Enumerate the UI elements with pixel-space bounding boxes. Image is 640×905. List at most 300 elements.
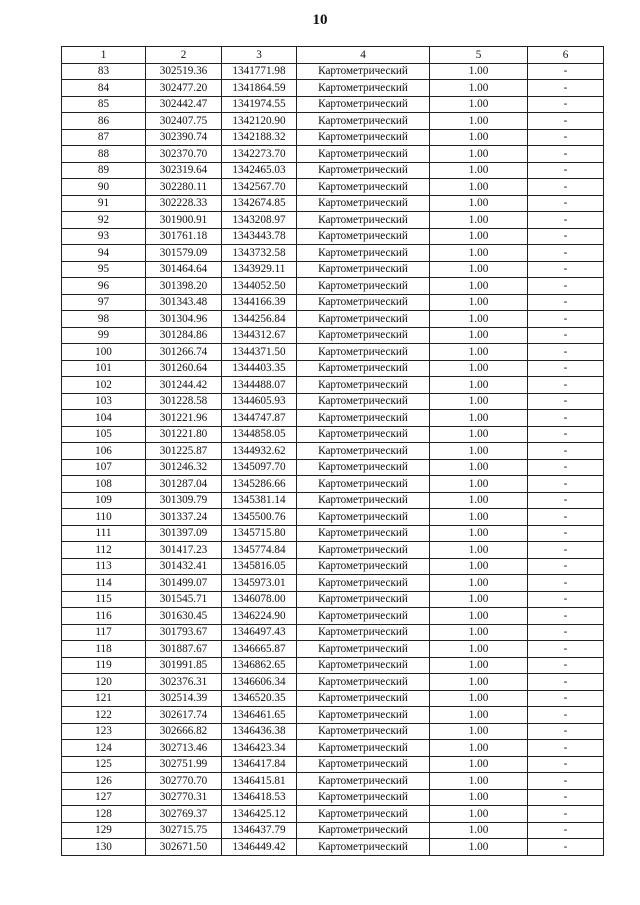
table-row: [62, 740, 604, 757]
x-coordinate-cell: 302519.36: [146, 63, 222, 80]
accuracy-cell: 1.00: [430, 113, 528, 130]
note-cell: -: [528, 492, 604, 509]
method-cell: Картометрический: [297, 113, 430, 130]
accuracy-cell: 1.00: [430, 756, 528, 773]
table-row: [62, 459, 604, 476]
note-cell: -: [528, 129, 604, 146]
point-number-cell: 121: [62, 690, 146, 707]
method-cell: Картометрический: [297, 575, 430, 592]
method-cell: Картометрический: [297, 179, 430, 196]
column-header: 3: [222, 47, 297, 64]
note-cell: -: [528, 806, 604, 823]
y-coordinate-cell: 1346461.65: [222, 707, 297, 724]
point-number-cell: 102: [62, 377, 146, 394]
x-coordinate-cell: 302769.37: [146, 806, 222, 823]
x-coordinate-cell: 302715.75: [146, 822, 222, 839]
note-cell: -: [528, 261, 604, 278]
note-cell: -: [528, 657, 604, 674]
accuracy-cell: 1.00: [430, 492, 528, 509]
note-cell: -: [528, 624, 604, 641]
y-coordinate-cell: 1344166.39: [222, 294, 297, 311]
point-number-cell: 127: [62, 789, 146, 806]
accuracy-cell: 1.00: [430, 162, 528, 179]
note-cell: -: [528, 674, 604, 691]
x-coordinate-cell: 302228.33: [146, 195, 222, 212]
accuracy-cell: 1.00: [430, 311, 528, 328]
point-number-cell: 84: [62, 80, 146, 97]
note-cell: -: [528, 377, 604, 394]
y-coordinate-cell: 1345097.70: [222, 459, 297, 476]
table-row: [62, 476, 604, 493]
table-row: [62, 195, 604, 212]
method-cell: Картометрический: [297, 426, 430, 443]
x-coordinate-cell: 301228.58: [146, 393, 222, 410]
accuracy-cell: 1.00: [430, 344, 528, 361]
x-coordinate-cell: 301287.04: [146, 476, 222, 493]
y-coordinate-cell: 1344747.87: [222, 410, 297, 427]
y-coordinate-cell: 1346665.87: [222, 641, 297, 658]
point-number-cell: 94: [62, 245, 146, 262]
accuracy-cell: 1.00: [430, 459, 528, 476]
point-number-cell: 130: [62, 839, 146, 856]
method-cell: Картометрический: [297, 327, 430, 344]
x-coordinate-cell: 302280.11: [146, 179, 222, 196]
x-coordinate-cell: 302617.74: [146, 707, 222, 724]
point-number-cell: 113: [62, 558, 146, 575]
x-coordinate-cell: 301304.96: [146, 311, 222, 328]
method-cell: Картометрический: [297, 195, 430, 212]
y-coordinate-cell: 1346436.38: [222, 723, 297, 740]
method-cell: Картометрический: [297, 674, 430, 691]
x-coordinate-cell: 302770.70: [146, 773, 222, 790]
note-cell: -: [528, 96, 604, 113]
x-coordinate-cell: 301246.32: [146, 459, 222, 476]
y-coordinate-cell: 1342465.03: [222, 162, 297, 179]
accuracy-cell: 1.00: [430, 63, 528, 80]
y-coordinate-cell: 1346425.12: [222, 806, 297, 823]
y-coordinate-cell: 1345381.14: [222, 492, 297, 509]
method-cell: Картометрический: [297, 740, 430, 757]
accuracy-cell: 1.00: [430, 393, 528, 410]
method-cell: Картометрический: [297, 509, 430, 526]
note-cell: -: [528, 162, 604, 179]
point-number-cell: 120: [62, 674, 146, 691]
y-coordinate-cell: 1344371.50: [222, 344, 297, 361]
method-cell: Картометрический: [297, 591, 430, 608]
y-coordinate-cell: 1346423.34: [222, 740, 297, 757]
accuracy-cell: 1.00: [430, 443, 528, 460]
point-number-cell: 119: [62, 657, 146, 674]
x-coordinate-cell: 302370.70: [146, 146, 222, 163]
x-coordinate-cell: 301337.24: [146, 509, 222, 526]
table-row: [62, 558, 604, 575]
table-row: [62, 542, 604, 559]
note-cell: -: [528, 278, 604, 295]
x-coordinate-cell: 301221.80: [146, 426, 222, 443]
accuracy-cell: 1.00: [430, 575, 528, 592]
table-row: [62, 624, 604, 641]
page-number: 10: [312, 12, 328, 28]
accuracy-cell: 1.00: [430, 377, 528, 394]
point-number-cell: 116: [62, 608, 146, 625]
accuracy-cell: 1.00: [430, 690, 528, 707]
accuracy-cell: 1.00: [430, 822, 528, 839]
note-cell: -: [528, 707, 604, 724]
note-cell: -: [528, 608, 604, 625]
method-cell: Картометрический: [297, 756, 430, 773]
note-cell: -: [528, 509, 604, 526]
accuracy-cell: 1.00: [430, 773, 528, 790]
column-header: 4: [297, 47, 430, 64]
point-number-cell: 92: [62, 212, 146, 229]
y-coordinate-cell: 1346078.00: [222, 591, 297, 608]
x-coordinate-cell: 302407.75: [146, 113, 222, 130]
x-coordinate-cell: 301499.07: [146, 575, 222, 592]
point-number-cell: 114: [62, 575, 146, 592]
accuracy-cell: 1.00: [430, 789, 528, 806]
note-cell: -: [528, 591, 604, 608]
point-number-cell: 109: [62, 492, 146, 509]
point-number-cell: 118: [62, 641, 146, 658]
x-coordinate-cell: 301579.09: [146, 245, 222, 262]
table-row: [62, 212, 604, 229]
method-cell: Картометрический: [297, 459, 430, 476]
note-cell: -: [528, 773, 604, 790]
method-cell: Картометрический: [297, 360, 430, 377]
method-cell: Картометрический: [297, 624, 430, 641]
y-coordinate-cell: 1343732.58: [222, 245, 297, 262]
table-row: [62, 525, 604, 542]
accuracy-cell: 1.00: [430, 608, 528, 625]
point-number-cell: 97: [62, 294, 146, 311]
y-coordinate-cell: 1344052.50: [222, 278, 297, 295]
table-row: [62, 839, 604, 856]
x-coordinate-cell: 301991.85: [146, 657, 222, 674]
coordinates-table: [61, 46, 604, 856]
y-coordinate-cell: 1344256.84: [222, 311, 297, 328]
table-row: [62, 426, 604, 443]
point-number-cell: 85: [62, 96, 146, 113]
table-row: [62, 822, 604, 839]
table-row: [62, 723, 604, 740]
x-coordinate-cell: 301266.74: [146, 344, 222, 361]
table-row: [62, 509, 604, 526]
y-coordinate-cell: 1341974.55: [222, 96, 297, 113]
point-number-cell: 110: [62, 509, 146, 526]
point-number-cell: 123: [62, 723, 146, 740]
accuracy-cell: 1.00: [430, 657, 528, 674]
point-number-cell: 126: [62, 773, 146, 790]
point-number-cell: 105: [62, 426, 146, 443]
y-coordinate-cell: 1345286.66: [222, 476, 297, 493]
note-cell: -: [528, 179, 604, 196]
point-number-cell: 106: [62, 443, 146, 460]
note-cell: -: [528, 723, 604, 740]
y-coordinate-cell: 1344605.93: [222, 393, 297, 410]
accuracy-cell: 1.00: [430, 476, 528, 493]
x-coordinate-cell: 302770.31: [146, 789, 222, 806]
note-cell: -: [528, 228, 604, 245]
x-coordinate-cell: 301221.96: [146, 410, 222, 427]
y-coordinate-cell: 1345774.84: [222, 542, 297, 559]
note-cell: -: [528, 756, 604, 773]
method-cell: Картометрический: [297, 608, 430, 625]
note-cell: -: [528, 558, 604, 575]
column-header: 6: [528, 47, 604, 64]
table-row: [62, 360, 604, 377]
note-cell: -: [528, 690, 604, 707]
accuracy-cell: 1.00: [430, 525, 528, 542]
table-row: [62, 80, 604, 97]
note-cell: -: [528, 740, 604, 757]
x-coordinate-cell: 302390.74: [146, 129, 222, 146]
x-coordinate-cell: 301900.91: [146, 212, 222, 229]
y-coordinate-cell: 1342188.32: [222, 129, 297, 146]
y-coordinate-cell: 1346224.90: [222, 608, 297, 625]
x-coordinate-cell: 301398.20: [146, 278, 222, 295]
note-cell: -: [528, 575, 604, 592]
table-row: [62, 410, 604, 427]
point-number-cell: 89: [62, 162, 146, 179]
y-coordinate-cell: 1346606.34: [222, 674, 297, 691]
x-coordinate-cell: 301545.71: [146, 591, 222, 608]
accuracy-cell: 1.00: [430, 426, 528, 443]
method-cell: Картометрический: [297, 839, 430, 856]
point-number-cell: 95: [62, 261, 146, 278]
y-coordinate-cell: 1344403.35: [222, 360, 297, 377]
note-cell: -: [528, 459, 604, 476]
accuracy-cell: 1.00: [430, 179, 528, 196]
accuracy-cell: 1.00: [430, 129, 528, 146]
note-cell: -: [528, 212, 604, 229]
accuracy-cell: 1.00: [430, 80, 528, 97]
x-coordinate-cell: 301761.18: [146, 228, 222, 245]
table-row: [62, 327, 604, 344]
table-row: [62, 162, 604, 179]
method-cell: Картометрический: [297, 377, 430, 394]
method-cell: Картометрический: [297, 80, 430, 97]
note-cell: -: [528, 63, 604, 80]
point-number-cell: 112: [62, 542, 146, 559]
point-number-cell: 111: [62, 525, 146, 542]
point-number-cell: 93: [62, 228, 146, 245]
x-coordinate-cell: 302477.20: [146, 80, 222, 97]
x-coordinate-cell: 301244.42: [146, 377, 222, 394]
note-cell: -: [528, 327, 604, 344]
point-number-cell: 104: [62, 410, 146, 427]
x-coordinate-cell: 301284.86: [146, 327, 222, 344]
point-number-cell: 115: [62, 591, 146, 608]
table-row: [62, 294, 604, 311]
note-cell: -: [528, 426, 604, 443]
table-row: [62, 657, 604, 674]
point-number-cell: 125: [62, 756, 146, 773]
note-cell: -: [528, 410, 604, 427]
method-cell: Картометрический: [297, 393, 430, 410]
accuracy-cell: 1.00: [430, 509, 528, 526]
table-row: [62, 443, 604, 460]
table-row: [62, 278, 604, 295]
table-row: [62, 789, 604, 806]
accuracy-cell: 1.00: [430, 806, 528, 823]
point-number-cell: 88: [62, 146, 146, 163]
point-number-cell: 91: [62, 195, 146, 212]
x-coordinate-cell: 301464.64: [146, 261, 222, 278]
accuracy-cell: 1.00: [430, 327, 528, 344]
table-row: [62, 674, 604, 691]
accuracy-cell: 1.00: [430, 723, 528, 740]
table-row: [62, 311, 604, 328]
table-row: [62, 344, 604, 361]
table-row: [62, 707, 604, 724]
note-cell: -: [528, 245, 604, 262]
x-coordinate-cell: 301417.23: [146, 542, 222, 559]
accuracy-cell: 1.00: [430, 839, 528, 856]
y-coordinate-cell: 1346497.43: [222, 624, 297, 641]
table-row: [62, 179, 604, 196]
method-cell: Картометрический: [297, 641, 430, 658]
y-coordinate-cell: 1345715.80: [222, 525, 297, 542]
note-cell: -: [528, 525, 604, 542]
table-row: [62, 377, 604, 394]
method-cell: Картометрический: [297, 542, 430, 559]
method-cell: Картометрический: [297, 344, 430, 361]
method-cell: Картометрический: [297, 657, 430, 674]
y-coordinate-cell: 1345816.05: [222, 558, 297, 575]
method-cell: Картометрический: [297, 278, 430, 295]
table-row: [62, 756, 604, 773]
table-row: [62, 591, 604, 608]
method-cell: Картометрический: [297, 410, 430, 427]
y-coordinate-cell: 1342674.85: [222, 195, 297, 212]
accuracy-cell: 1.00: [430, 294, 528, 311]
point-number-cell: 86: [62, 113, 146, 130]
y-coordinate-cell: 1344932.62: [222, 443, 297, 460]
note-cell: -: [528, 195, 604, 212]
table-row: [62, 690, 604, 707]
table-row: [62, 63, 604, 80]
accuracy-cell: 1.00: [430, 278, 528, 295]
method-cell: Картометрический: [297, 558, 430, 575]
method-cell: Картометрический: [297, 443, 430, 460]
table-row: [62, 129, 604, 146]
y-coordinate-cell: 1342567.70: [222, 179, 297, 196]
x-coordinate-cell: 301225.87: [146, 443, 222, 460]
y-coordinate-cell: 1342273.70: [222, 146, 297, 163]
method-cell: Картометрический: [297, 311, 430, 328]
x-coordinate-cell: 302666.82: [146, 723, 222, 740]
method-cell: Картометрический: [297, 773, 430, 790]
y-coordinate-cell: 1343443.78: [222, 228, 297, 245]
method-cell: Картометрический: [297, 212, 430, 229]
x-coordinate-cell: 301432.41: [146, 558, 222, 575]
table-row: [62, 575, 604, 592]
accuracy-cell: 1.00: [430, 542, 528, 559]
point-number-cell: 124: [62, 740, 146, 757]
note-cell: -: [528, 146, 604, 163]
point-number-cell: 108: [62, 476, 146, 493]
method-cell: Картометрический: [297, 294, 430, 311]
y-coordinate-cell: 1346437.79: [222, 822, 297, 839]
point-number-cell: 90: [62, 179, 146, 196]
table-row: [62, 146, 604, 163]
y-coordinate-cell: 1344312.67: [222, 327, 297, 344]
method-cell: Картометрический: [297, 228, 430, 245]
method-cell: Картометрический: [297, 476, 430, 493]
point-number-cell: 99: [62, 327, 146, 344]
note-cell: -: [528, 542, 604, 559]
note-cell: -: [528, 789, 604, 806]
accuracy-cell: 1.00: [430, 360, 528, 377]
note-cell: -: [528, 443, 604, 460]
column-header: 2: [146, 47, 222, 64]
table-row: [62, 393, 604, 410]
x-coordinate-cell: 302514.39: [146, 690, 222, 707]
note-cell: -: [528, 641, 604, 658]
method-cell: Картометрический: [297, 129, 430, 146]
point-number-cell: 100: [62, 344, 146, 361]
accuracy-cell: 1.00: [430, 195, 528, 212]
point-number-cell: 103: [62, 393, 146, 410]
table-row: [62, 245, 604, 262]
accuracy-cell: 1.00: [430, 740, 528, 757]
x-coordinate-cell: 301887.67: [146, 641, 222, 658]
x-coordinate-cell: 302671.50: [146, 839, 222, 856]
point-number-cell: 87: [62, 129, 146, 146]
note-cell: -: [528, 311, 604, 328]
method-cell: Картометрический: [297, 707, 430, 724]
table-row: [62, 608, 604, 625]
y-coordinate-cell: 1346449.42: [222, 839, 297, 856]
method-cell: Картометрический: [297, 723, 430, 740]
x-coordinate-cell: 301793.67: [146, 624, 222, 641]
note-cell: -: [528, 360, 604, 377]
table-row: [62, 773, 604, 790]
table-row: [62, 113, 604, 130]
method-cell: Картометрический: [297, 146, 430, 163]
table-header-row: [62, 47, 604, 64]
point-number-cell: 83: [62, 63, 146, 80]
note-cell: -: [528, 294, 604, 311]
point-number-cell: 128: [62, 806, 146, 823]
note-cell: -: [528, 839, 604, 856]
point-number-cell: 96: [62, 278, 146, 295]
method-cell: Картометрический: [297, 162, 430, 179]
method-cell: Картометрический: [297, 245, 430, 262]
accuracy-cell: 1.00: [430, 212, 528, 229]
accuracy-cell: 1.00: [430, 261, 528, 278]
accuracy-cell: 1.00: [430, 96, 528, 113]
column-header: 1: [62, 47, 146, 64]
table-body: [62, 63, 604, 855]
point-number-cell: 101: [62, 360, 146, 377]
x-coordinate-cell: 302442.47: [146, 96, 222, 113]
note-cell: -: [528, 344, 604, 361]
accuracy-cell: 1.00: [430, 674, 528, 691]
note-cell: -: [528, 822, 604, 839]
y-coordinate-cell: 1341771.98: [222, 63, 297, 80]
method-cell: Картометрический: [297, 492, 430, 509]
accuracy-cell: 1.00: [430, 410, 528, 427]
y-coordinate-cell: 1345973.01: [222, 575, 297, 592]
accuracy-cell: 1.00: [430, 641, 528, 658]
x-coordinate-cell: 302751.99: [146, 756, 222, 773]
y-coordinate-cell: 1344858.05: [222, 426, 297, 443]
y-coordinate-cell: 1343208.97: [222, 212, 297, 229]
x-coordinate-cell: 301309.79: [146, 492, 222, 509]
point-number-cell: 107: [62, 459, 146, 476]
method-cell: Картометрический: [297, 806, 430, 823]
